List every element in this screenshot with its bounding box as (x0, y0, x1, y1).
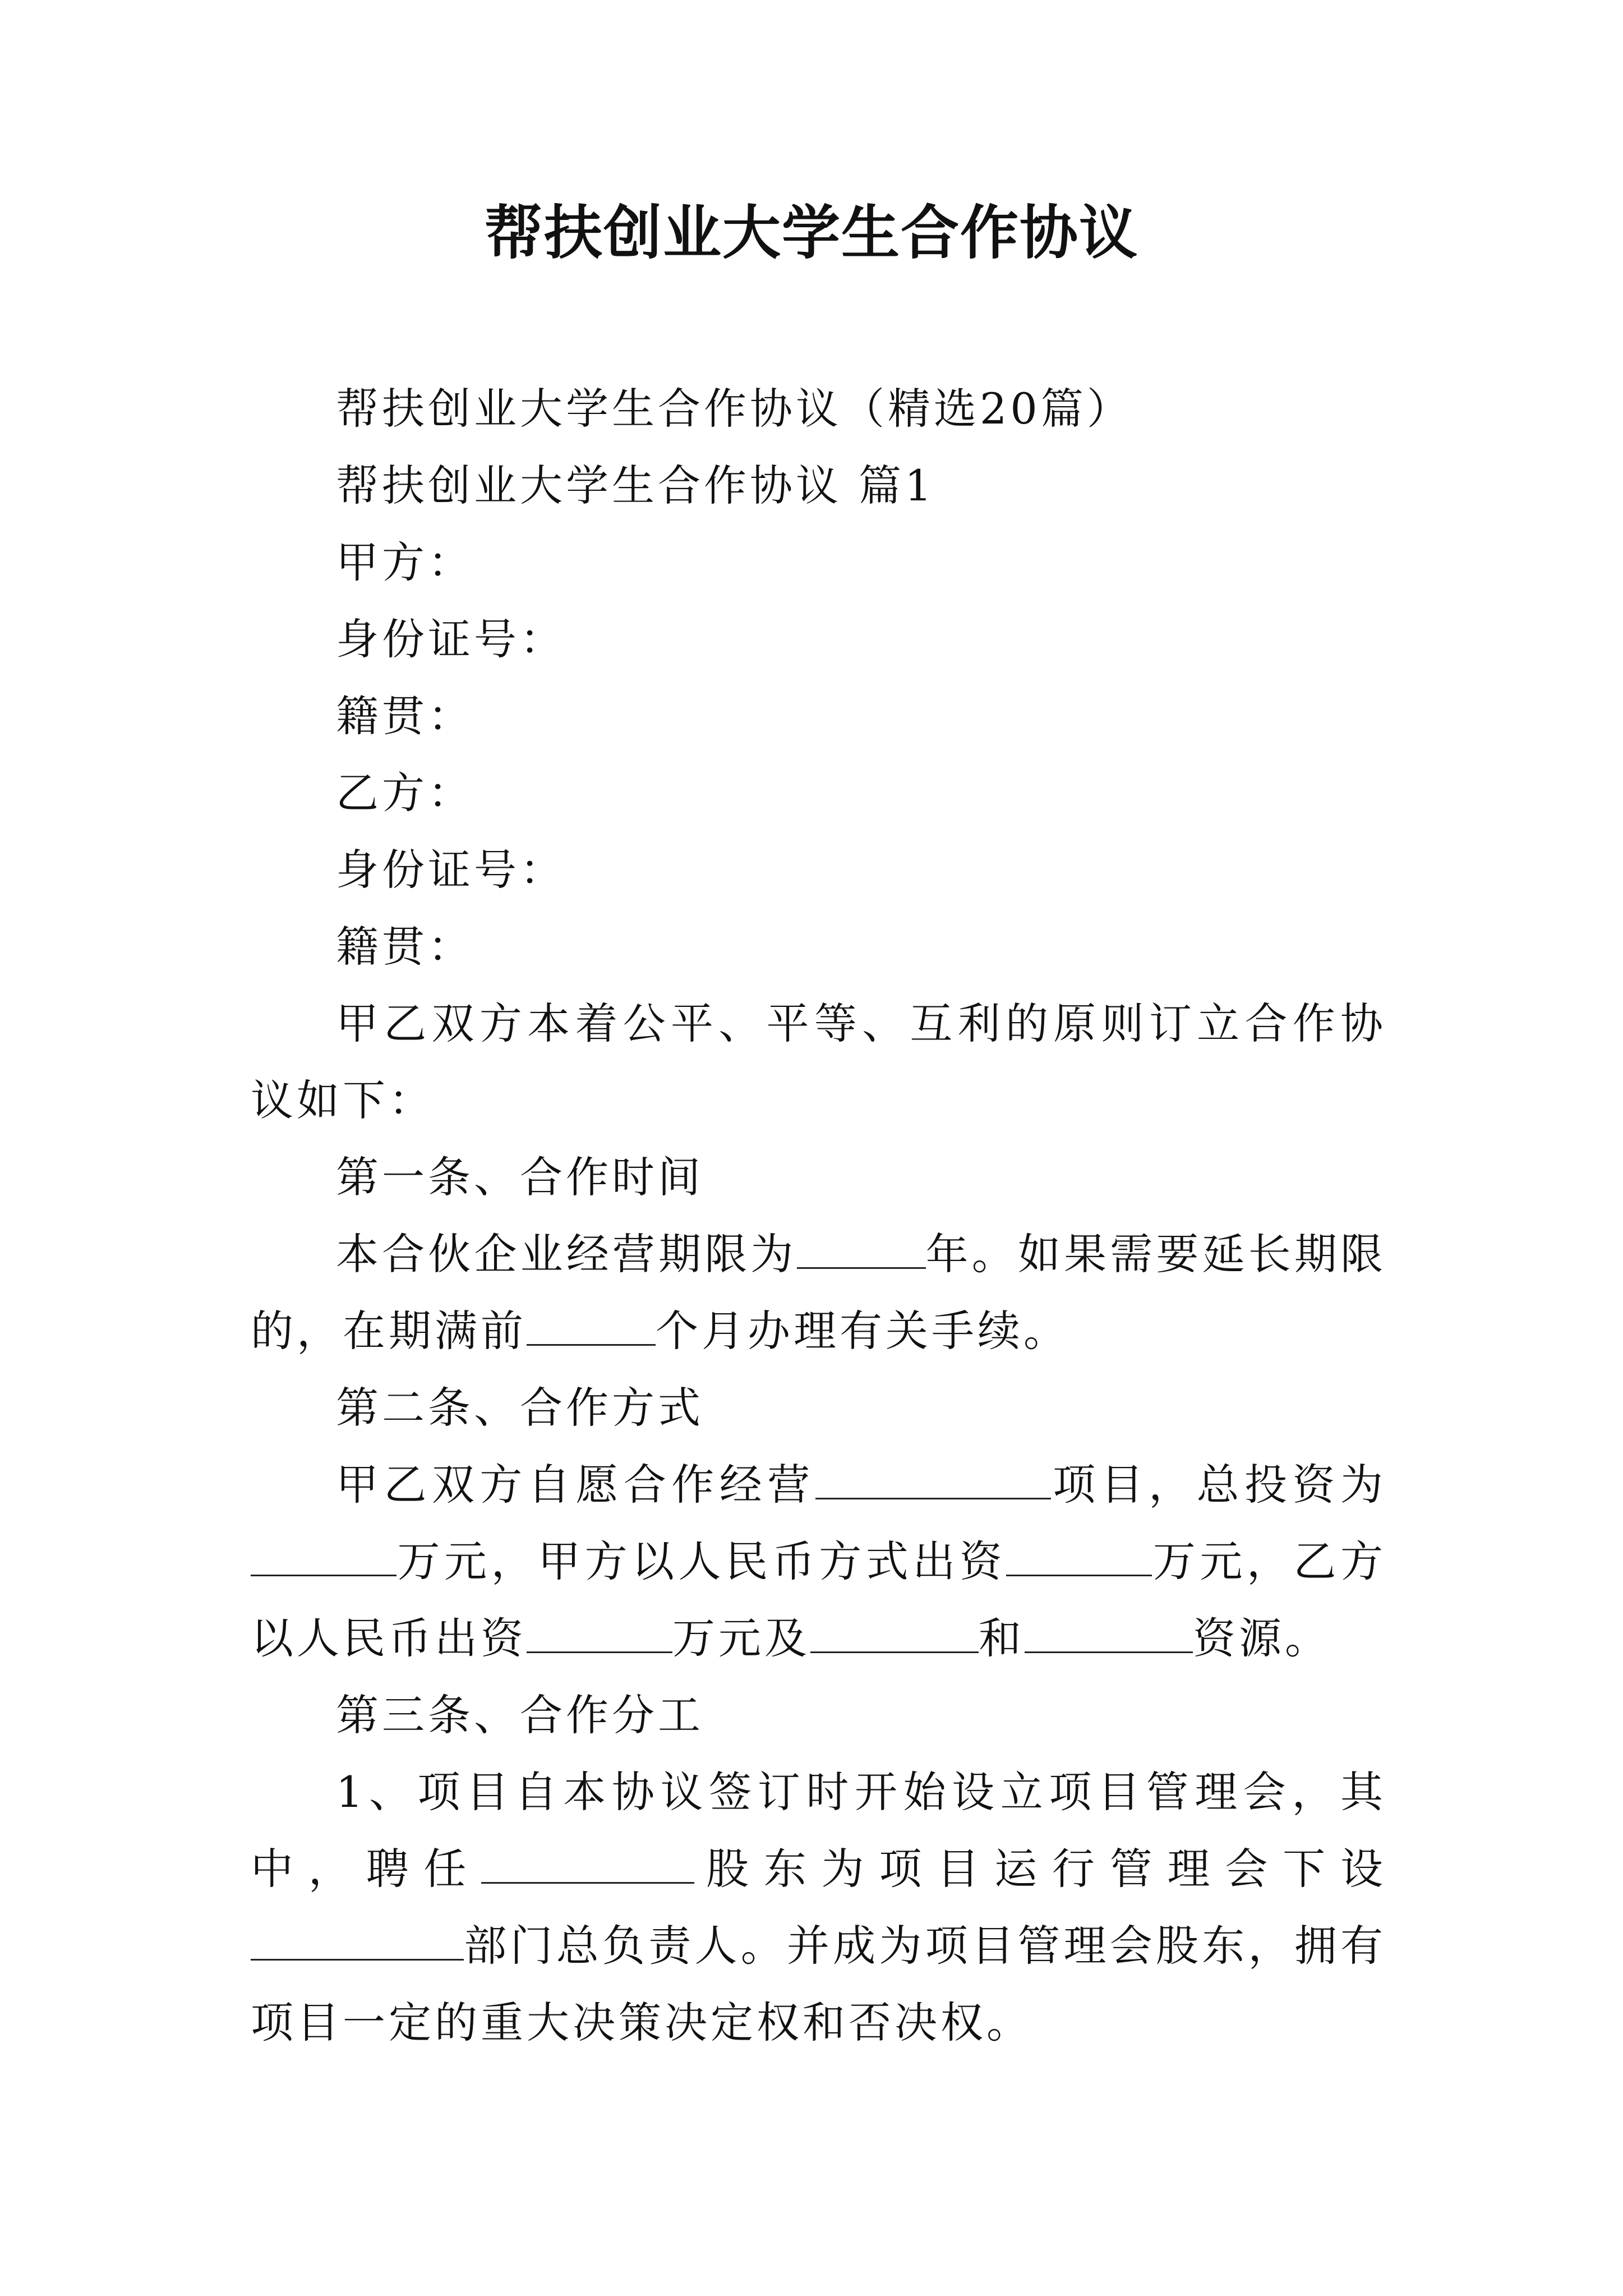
division-text-a: 1、项目自本协议签订时开始设立项目管理会，其中，聘任 (251, 1767, 1386, 1894)
paragraph-party-b: 乙方： (336, 768, 474, 818)
paragraph-subtitle: 帮扶创业大学生合作协议（精选20篇） (336, 384, 1133, 434)
division-text-c: 部门总负责人。并成为项目管理会股东，拥有项目一定的重大决策决定权和否决权。 (251, 1921, 1386, 2047)
paragraph-method (251, 1446, 1386, 1677)
paragraph-article-3: 第三条、合作分工 (336, 1690, 704, 1740)
method-text-a: 甲乙双方自愿合作经营 (336, 1460, 815, 1510)
term-text-c: 个月办理有关手续。 (656, 1306, 1069, 1356)
method-text-b: 项目，总投资为 (1050, 1460, 1387, 1510)
blank-shareholder (481, 1841, 694, 1884)
paragraph-principle: 甲乙双方本着公平、平等、互利的原则订立合作协议如下： (251, 999, 1386, 1125)
method-text-g: 资源。 (1193, 1613, 1331, 1663)
paragraph-section-heading: 帮扶创业大学生合作协议 篇1 (336, 461, 935, 510)
paragraph-article-2: 第二条、合作方式 (336, 1383, 704, 1433)
blank-department (251, 1917, 464, 1961)
paragraph-party-a-origin: 籍贯： (336, 691, 474, 741)
blank-resource-2 (1025, 1610, 1193, 1653)
blank-party-b-capital (527, 1610, 672, 1653)
document-body (251, 370, 1386, 2061)
blank-party-a-capital (1006, 1533, 1152, 1576)
method-text-f: 和 (979, 1613, 1025, 1663)
paragraph-term (251, 1216, 1386, 1369)
paragraph-article-1: 第一条、合作时间 (336, 1152, 704, 1202)
term-text-a: 本合伙企业经营期限为 (336, 1229, 797, 1279)
blank-project (815, 1456, 1051, 1499)
paragraph-party-b-origin: 籍贯： (336, 922, 474, 972)
term-text-b: 年。如果需要延长期限的，在期满前 (251, 1229, 1386, 1356)
method-text-d: 万元，乙方以人民币出资 (251, 1536, 1387, 1663)
document-title: 帮扶创业大学生合作协议 (484, 198, 1138, 267)
paragraph-party-a: 甲方： (336, 537, 474, 587)
paragraph-party-a-id: 身份证号： (336, 614, 566, 664)
division-text-b: 股东为项目运行管理会下设 (694, 1844, 1386, 1894)
blank-years (797, 1226, 926, 1269)
method-text-e: 万元及 (672, 1613, 810, 1663)
paragraph-party-b-id: 身份证号： (336, 845, 566, 895)
blank-total-investment (251, 1533, 396, 1576)
paragraph-division (251, 1754, 1386, 2061)
method-text-c: 万元，甲方以人民币方式出资 (396, 1536, 1007, 1586)
blank-months (527, 1303, 656, 1346)
blank-resource-1 (810, 1610, 979, 1653)
